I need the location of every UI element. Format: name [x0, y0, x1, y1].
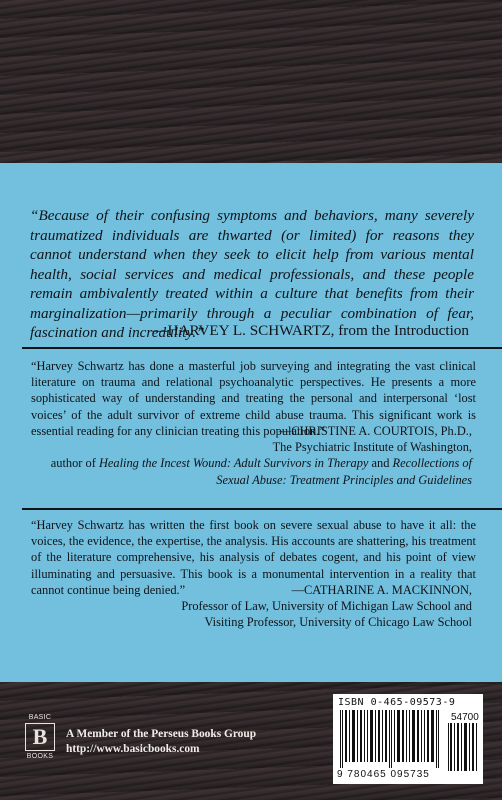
review-2-attribution [181, 598, 472, 630]
ean-barcode-bars [339, 710, 443, 768]
review-1-attribution [51, 423, 472, 488]
ean-digits: 9 780465 095735 [337, 769, 430, 780]
book-title-1: Healing the Incest Wound: Adult Survivors in Therapy [98, 456, 369, 471]
divider-2 [22, 508, 502, 510]
main-quote-attribution: —HARVEY L. SCHWARTZ, from the Introduction [152, 322, 469, 339]
review-1-name: —CHRISTINE A. COURTOIS, Ph.D., [278, 424, 472, 438]
review-2-line-1: Professor of Law, University of Michigan Law School and [181, 599, 472, 613]
isbn-text: ISBN 0-465-09573-9 [338, 697, 456, 708]
logo-b-mark: B [25, 723, 55, 751]
wood-background-top [0, 0, 502, 163]
divider-1 [22, 347, 502, 349]
publisher-url[interactable]: http://www.basicbooks.com [66, 743, 200, 755]
publisher-info [66, 727, 256, 757]
review-2-text: “Harvey Schwartz has written the first book on severe sexual abuse to have it all: the voices, the evidence, the expertise, the analysis. His accounts are shattering, his treatment of the literature comprehensive, his analysis of debates cogent, and his point of view illuminating and persuasive. This book is a monumental intervention in a reality that cannot continue being denied.” [31, 518, 476, 597]
publisher-member-line: A Member of the Perseus Books Group [66, 728, 257, 740]
price-addon-bars [447, 723, 479, 771]
review-2-line-2: Visiting Professor, University of Chicago Law School [204, 615, 472, 630]
barcode [333, 694, 483, 784]
review-1-affiliation: The Psychiatric Institute of Washington, [272, 440, 472, 455]
price-code: 54700 [451, 712, 479, 723]
review-1-text: “Harvey Schwartz has done a masterful job surveying and integrating the vast clinical literature on trauma and relational psychoanalytic perspectives. He presents a more sophisticated way of understanding and treating the personal and interpersonal ‘lost voices’ of the adult survivor of extreme child abuse trauma. This significant work is essential reading for any clinician treating this population.” [31, 359, 476, 438]
main-quote: “Because of their confusing symptoms and behaviors, many severely traumatized individuals are thwarted (or limited) for reasons they cannot understand when they seek to elicit help from various mental health, social services and medical professionals, and these people remain ambivalently treated within a culture that benefits from their marginalization—primarily through a peculiar combination of fear, fascination and incredulity.” [30, 207, 474, 341]
book-title-2: Recollections of [392, 456, 472, 471]
book-title-2-cont: Sexual Abuse: Treatment Principles and Guidelines [216, 472, 472, 487]
review-2-name: —CATHARINE A. MACKINNON, [291, 583, 472, 597]
basic-books-logo: BASIC B BOOKS [26, 714, 54, 760]
review-1-books-line: author of Healing the Incest Wound: Adult Survivors in Therapy and Recollections of [50, 456, 472, 471]
